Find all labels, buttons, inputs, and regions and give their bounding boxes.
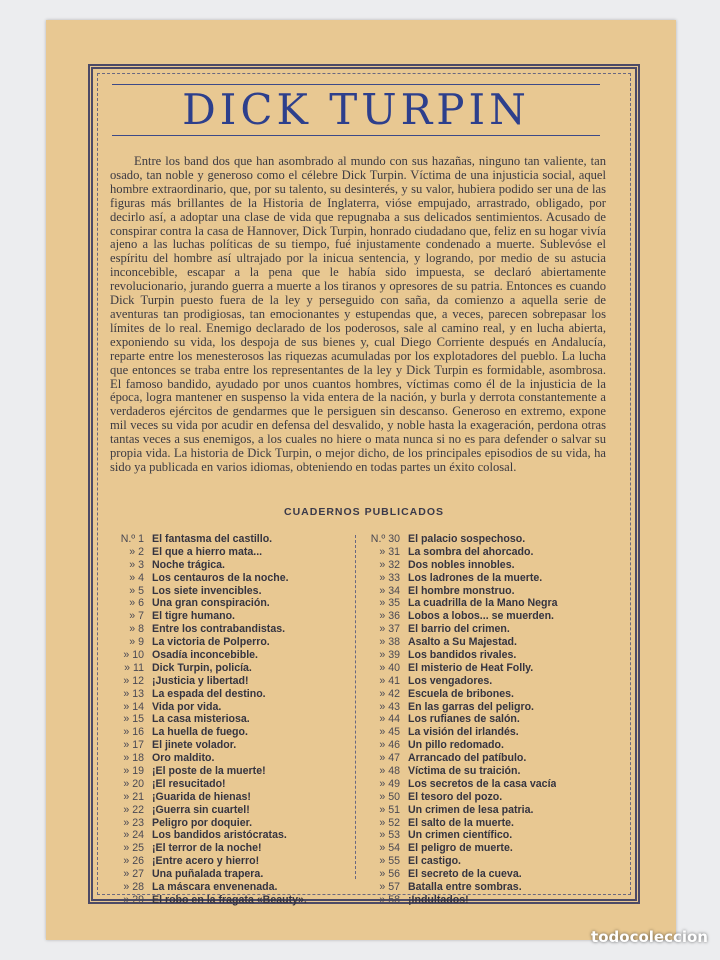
issue-title: Lobos a lobos... se muerden.: [408, 610, 554, 623]
issue-number: » 48: [379, 765, 400, 778]
list-item: [368, 610, 604, 623]
issue-title: Un crimen científico.: [408, 829, 513, 842]
issue-number: » 43: [379, 700, 400, 713]
issue-title: ¡El terror de la noche!: [152, 842, 262, 855]
issue-title: La cuadrilla de la Mano Negra: [408, 597, 558, 610]
list-item: [112, 817, 348, 830]
list-item: [368, 855, 604, 868]
issue-number: » 21: [123, 790, 144, 803]
issue-title: El fantasma del castillo.: [152, 533, 273, 545]
issue-title: Los secretos de la casa vacía: [408, 777, 557, 790]
issue-number: » 54: [379, 842, 400, 855]
list-item: [368, 623, 604, 636]
list-item: [368, 662, 604, 675]
issue-title: La casa misteriosa.: [152, 713, 250, 726]
issue-number: » 19: [123, 765, 144, 778]
list-item: [112, 662, 348, 675]
issue-number: » 49: [379, 777, 400, 790]
issue-title: El castigo.: [408, 855, 461, 868]
issue-number: » 47: [379, 752, 400, 765]
issue-number: » 26: [123, 855, 144, 868]
list-item: [368, 572, 604, 585]
issue-title: Oro maldito.: [152, 752, 215, 765]
issue-number: » 58: [379, 893, 400, 906]
list-item: [112, 829, 348, 842]
issue-number: » 12: [123, 674, 144, 687]
list-item: [368, 881, 604, 894]
issue-number: » 9: [129, 636, 144, 649]
list-item: [112, 778, 348, 791]
list-item: [112, 855, 348, 868]
list-item: [112, 791, 348, 804]
issue-number: » 10: [123, 649, 144, 662]
list-item: [368, 546, 604, 559]
list-item: [112, 701, 348, 714]
issue-number: » 55: [379, 855, 400, 868]
list-item: [112, 842, 348, 855]
list-item: [368, 842, 604, 855]
issue-number: » 41: [379, 674, 400, 687]
issue-title: Una puñalada trapera.: [152, 868, 264, 881]
issue-title: En las garras del peligro.: [408, 700, 534, 713]
list-item: [112, 894, 348, 907]
issue-number: » 42: [379, 687, 400, 700]
issue-title: El salto de la muerte.: [408, 816, 514, 829]
issue-title: El tigre humano.: [152, 610, 235, 623]
issue-title: Víctima de su traición.: [408, 765, 521, 778]
list-item: [112, 688, 348, 701]
issue-title: El que a hierro mata...: [152, 545, 263, 558]
issue-title: El peligro de muerte.: [408, 842, 513, 855]
list-item: [112, 597, 348, 610]
issue-number: » 27: [123, 868, 144, 881]
issue-number: » 32: [379, 558, 400, 571]
title-banner: [112, 84, 600, 136]
issue-title: ¡Indultados!: [408, 893, 469, 906]
issue-number: » 16: [123, 726, 144, 739]
list-item: [368, 636, 604, 649]
issue-number: » 6: [129, 597, 144, 610]
issue-title: Batalla entre sombras.: [408, 881, 522, 894]
list-item: [368, 585, 604, 598]
list-item: [368, 597, 604, 610]
issue-number: » 53: [379, 829, 400, 842]
issue-title: Dos nobles innobles.: [408, 558, 515, 571]
issue-number: » 38: [379, 636, 400, 649]
issue-number: » 44: [379, 713, 400, 726]
issue-number: » 7: [129, 610, 144, 623]
issue-number: » 4: [129, 571, 144, 584]
issue-title: Dick Turpin, policía.: [152, 661, 252, 674]
issue-title: Escuela de bribones.: [408, 687, 514, 700]
issue-number: N.º 1: [120, 533, 144, 545]
issue-number: » 2: [129, 545, 144, 558]
issue-title: El robo en la fragata «Beauty».: [152, 893, 307, 906]
issue-number: » 51: [379, 803, 400, 816]
issue-number: » 11: [124, 661, 144, 674]
list-item: [368, 894, 604, 907]
list-item: [368, 804, 604, 817]
issue-number: » 20: [123, 777, 144, 790]
issue-title: Arrancado del patíbulo.: [408, 752, 527, 765]
issue-number: » 15: [123, 713, 144, 726]
issue-title: Asalto a Su Majestad.: [408, 636, 517, 649]
issue-title: Una gran conspiración.: [152, 597, 270, 610]
issue-number: » 13: [123, 687, 144, 700]
list-item: [368, 559, 604, 572]
list-item: [112, 623, 348, 636]
list-item: [112, 610, 348, 623]
issue-title: ¡El resucitado!: [152, 777, 226, 790]
issue-title: Entre los contrabandistas.: [152, 623, 286, 636]
issue-number: » 22: [123, 803, 144, 816]
issue-number: » 46: [379, 739, 400, 752]
list-item: [112, 765, 348, 778]
issue-number: » 40: [379, 661, 400, 674]
list-item: [112, 675, 348, 688]
issue-number: » 29: [123, 893, 144, 906]
list-item: [368, 791, 604, 804]
list-item: [112, 572, 348, 585]
list-item: [112, 752, 348, 765]
list-item: [112, 546, 348, 559]
issue-number: » 36: [379, 610, 400, 623]
issue-title: El tesoro del pozo.: [408, 790, 503, 803]
list-item: [112, 533, 348, 546]
list-item: [368, 675, 604, 688]
issue-title: Peligro por doquier.: [152, 816, 253, 829]
issue-title: Un crimen de lesa patria.: [408, 803, 534, 816]
list-item: [368, 701, 604, 714]
issue-title: Los siete invencibles.: [152, 584, 262, 597]
issue-list-right: [368, 533, 604, 907]
issue-number: » 56: [379, 868, 400, 881]
issue-number: » 3: [129, 558, 144, 571]
issue-title: ¡El poste de la muerte!: [152, 765, 266, 778]
issue-number: N.º 30: [370, 533, 400, 545]
issue-title: ¡Guarida de hienas!: [152, 790, 251, 803]
issue-title: Un pillo redomado.: [408, 739, 504, 752]
issue-number: » 34: [379, 584, 400, 597]
issue-number: » 39: [379, 649, 400, 662]
issue-title: ¡Guerra sin cuartel!: [152, 803, 250, 816]
list-item: [368, 726, 604, 739]
issue-number: » 18: [123, 752, 144, 765]
issue-title: El jinete volador.: [152, 739, 237, 752]
issue-number: » 33: [379, 571, 400, 584]
issue-number: » 45: [379, 726, 400, 739]
issue-number: » 52: [379, 816, 400, 829]
issue-number: » 5: [129, 584, 144, 597]
issue-title: La visión del irlandés.: [408, 726, 519, 739]
list-item: [368, 817, 604, 830]
issue-title: Vida por vida.: [152, 700, 222, 713]
issue-title: La espada del destino.: [152, 687, 266, 700]
list-item: [112, 804, 348, 817]
issue-title: Los bandidos rivales.: [408, 649, 517, 662]
issue-number: » 25: [123, 842, 144, 855]
issue-title: La máscara envenenada.: [152, 881, 278, 894]
list-item: [112, 649, 348, 662]
list-item: [368, 739, 604, 752]
issue-title: Noche trágica.: [152, 558, 226, 571]
issue-number: » 35: [379, 597, 400, 610]
issue-title: Osadía inconcebible.: [152, 649, 258, 662]
list-item: [112, 739, 348, 752]
issue-number: » 17: [123, 739, 144, 752]
list-heading: CUADERNOS PUBLICADOS: [283, 506, 444, 518]
column-divider: [355, 535, 356, 879]
issue-title: El misterio de Heat Folly.: [408, 661, 534, 674]
issue-title: El palacio sospechoso.: [408, 533, 526, 545]
issue-title: Los vengadores.: [408, 674, 493, 687]
list-item: [368, 778, 604, 791]
issue-number: » 14: [123, 700, 144, 713]
issue-title: Los centauros de la noche.: [152, 571, 289, 584]
list-item: [368, 829, 604, 842]
issue-number: » 28: [123, 881, 144, 894]
issue-number: » 24: [123, 829, 144, 842]
list-item: [112, 585, 348, 598]
issue-title: Los bandidos aristócratas.: [152, 829, 287, 842]
issue-title: La victoria de Polperro.: [152, 636, 270, 649]
list-item: [112, 881, 348, 894]
issue-title: El hombre monstruo.: [408, 584, 515, 597]
issue-number: » 31: [379, 545, 400, 558]
list-item: [368, 533, 604, 546]
list-item: [112, 726, 348, 739]
list-item: [112, 713, 348, 726]
issue-number: » 23: [123, 816, 144, 829]
issue-number: » 8: [129, 623, 144, 636]
issue-title: El barrio del crimen.: [408, 623, 510, 636]
page-title: DICK TURPIN: [182, 85, 530, 134]
list-item: [368, 713, 604, 726]
issue-title: ¡Entre acero y hierro!: [152, 855, 260, 868]
issue-title: Los ladrones de la muerte.: [408, 571, 543, 584]
issue-title: La sombra del ahorcado.: [408, 545, 534, 558]
list-item: [112, 636, 348, 649]
list-item: [368, 868, 604, 881]
issue-title: El secreto de la cueva.: [408, 868, 522, 881]
issue-number: » 57: [379, 881, 400, 894]
intro-paragraph: Entre los band dos que han asombrado al mundo con sus hazañas, ninguno tan valiente, tan osado, tan noble y generoso como el célebre Dick Turpin. Víctima de una injusticia social, aquel hombre extraordinario, que, por su talento, su desinterés, y su valor, hubiera podido ser una de las figuras más brillantes de la Historia de Inglaterra, vióse empujado, arrastrado, obligado, por decirlo así, a adoptar una clase de vida que repugnaba a sus delicados sentimientos. Acusado de conspirar contra la casa de Hannover, Dick Turpin, honrado ciudadano que, feliz en su hogar vivía ajeno a las luchas políticas de su tiempo, fué injustamente condenado a muerte. Sublevóse el espíritu del hombre así ultrajado por la inicua sentencia, y logrando, por medio de su astucia inconcebible, escapar a la pena que le había sido impuesta, se declaró abiertamente revolucionario, jurando guerra a muerte a los tiranos y opresores de su patria. Entonces es cuando Dick Turpin puesto fuera de la ley y perseguido con saña, da comienzo a aquella serie de aventuras tan prodigiosas, tan emocionantes y estupendas que, a veces, parecen sobrepasar los límites de lo real. Enemigo declarado de los poderosos, sale al camino real, y en lucha abierta, exponiendo su vida, los despoja de sus bienes y, cual Diego Corriente después en Andalucía, reparte entre los menesterosos las riquezas acumuladas por los explotadores del pueblo. La lucha que entonces se traba entre los representantes de la ley y Dick Turpin es formidable, asombrosa. El famoso bandido, ayudado por unos cuantos hombres, víctimas como él de la injusticia de la época, logra mantener en suspenso la vida entera de la nación, y burla y derrota constantemente a verdaderos ejércitos de gendarmes que le persiguen sin descanso. Generoso en extremo, expone mil veces su vida por acudir en defensa del desvalido, y noble hasta la exageración, perdona otras tantas veces a sus enemigos, a los cuales no hiere o mata nunca si no es para defender o salvar su propia vida. La historia de Dick Turpin, o mejor dicho, de los principales episodios de su vida, ha sido ya publicada en varios idiomas, obteniendo en todas partes un éxito colosal.: [110, 154, 606, 474]
issue-list-left: [112, 533, 348, 907]
issue-title: La huella de fuego.: [152, 726, 248, 739]
list-item: [368, 765, 604, 778]
issue-title: ¡Justicia y libertad!: [152, 674, 249, 687]
list-item: [368, 688, 604, 701]
issue-number: » 37: [379, 623, 400, 636]
list-item: [368, 649, 604, 662]
list-item: [112, 559, 348, 572]
watermark: todocoleccion: [591, 928, 708, 946]
issue-number: » 50: [379, 790, 400, 803]
list-item: [368, 752, 604, 765]
list-item: [112, 868, 348, 881]
issue-title: Los rufianes de salón.: [408, 713, 520, 726]
